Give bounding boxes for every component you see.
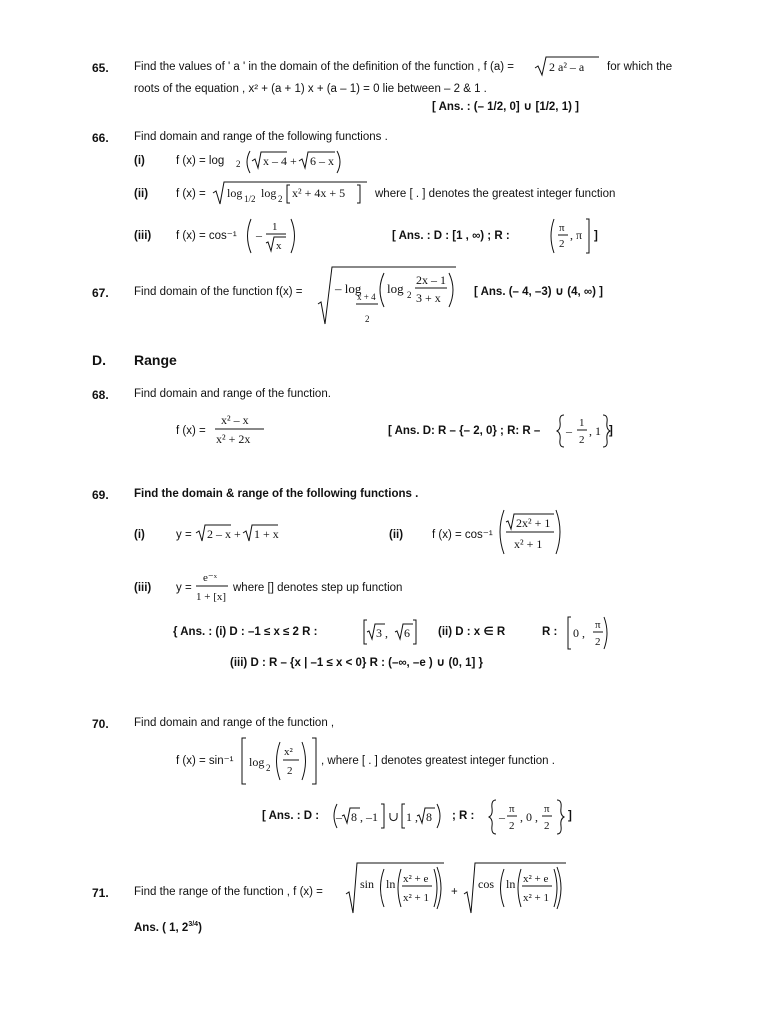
svg-text:π: π [544,803,550,815]
question-number-67: 67. [92,286,109,300]
q66-part-iii-label: (iii) [134,230,152,242]
section-title: Range [134,352,177,368]
svg-text:2: 2 [236,159,241,169]
q71-answer-text: Ans. ( 1, 2 [134,921,189,934]
svg-text:x² + 1: x² + 1 [514,537,543,551]
svg-text:x² + 1: x² + 1 [523,892,550,904]
svg-text:cos: cos [478,877,494,891]
svg-text:∪: ∪ [388,809,399,824]
svg-text:sin: sin [360,877,375,891]
q65-statement-end: for which the [607,61,673,73]
svg-text:x + 4: x + 4 [357,292,376,302]
svg-text:2: 2 [579,434,585,446]
question-number-66: 66. [92,131,109,145]
svg-text:+: + [290,154,297,168]
q69-part-iii-note: where [] denotes step up function [233,582,403,594]
q66-part-ii-label: (ii) [134,188,149,200]
q68-lhs: f (x) = [176,425,206,437]
question-number-69: 69. [92,488,109,502]
svg-text:, –1: , –1 [360,810,378,824]
svg-text:e⁻ˣ: e⁻ˣ [203,572,217,584]
q70-answer-range [488,797,568,837]
q65-statement-line2: roots of the equation , x² + (a + 1) x + (a – 1) = 0 lie between – 2 & 1 . [134,83,487,95]
q66-answer-close: ] [594,230,598,242]
q71-sqrt-sin-term [344,860,446,916]
q69-answer-line2: (iii) D : R – {x | –1 ≤ x < 0} R : (–∞, –e ) ∪ (0, 1] } [230,657,483,669]
svg-text:y =: y = [176,529,192,541]
svg-text:, 0 ,: , 0 , [520,810,538,824]
svg-text:2: 2 [266,763,271,773]
svg-text:2: 2 [509,820,515,832]
svg-text:+: + [234,527,241,541]
q67-answer: [ Ans. (– 4, –3) ∪ (4, ∞) ] [474,286,603,298]
q66-part-iii-lhs: f (x) = cos⁻¹ [176,230,237,242]
q67-statement: Find domain of the function f(x) = [134,286,303,298]
q66-part-iii-expression [244,216,300,256]
svg-text:, 1: , 1 [589,424,601,438]
q70-note: , where [ . ] denotes greatest integer function . [321,755,555,767]
q68-answer: [ Ans. D: R – {– 2, 0} ; R: R – [388,425,541,437]
q68-fraction [212,410,268,450]
svg-text:–: – [499,810,505,824]
svg-text:–: – [336,810,342,824]
svg-text:π: π [509,803,515,815]
q69-part-ii-lhs: f (x) = cos⁻¹ [432,529,493,541]
q66-statement: Find domain and range of the following functions . [134,131,388,143]
q71-plus: + [451,886,458,898]
q69-answer-ii-range [566,614,610,652]
svg-text:2x – 1: 2x – 1 [416,273,446,287]
svg-text:3 + x: 3 + x [416,291,441,305]
q66-answer-range-interval [548,216,594,256]
q66-part-i-lhs: f (x) = log [176,155,225,167]
q69-part-iii-lhs: y = [176,582,192,594]
svg-text:1: 1 [272,221,278,233]
svg-text:2 a² – a: 2 a² – a [549,60,585,74]
q67-expression [316,264,458,328]
svg-text:2: 2 [544,820,550,832]
q66-part-ii-note: where [ . ] denotes the greatest integer function [375,188,616,200]
q69-part-iii-label: (iii) [134,582,152,594]
svg-text:1: 1 [579,417,585,429]
q70-answer-domain [330,801,446,831]
svg-text:ln: ln [386,877,396,891]
q71-answer-exponent: 3/4 [188,921,199,928]
svg-text:–: – [256,228,262,242]
q65-answer: [ Ans. : (– 1/2, 0] ∪ [1/2, 1) ] [432,101,579,113]
q70-expression [240,736,320,786]
svg-text:log: log [249,755,265,769]
svg-text:x² + 2x: x² + 2x [216,432,251,446]
q70-lhs: f (x) = sin⁻¹ [176,755,234,767]
svg-text:–: – [566,424,572,438]
svg-text:π: π [595,619,601,631]
q66-part-i-expression [236,147,346,177]
svg-text:2: 2 [595,636,601,648]
svg-text:1 ,: 1 , [406,810,418,824]
q65-statement: Find the values of ' a ' in the domain of the definition of the function , f (a) = [134,61,514,73]
q68-answer-set [556,412,612,450]
svg-text:x – 4: x – 4 [263,154,287,168]
q68-statement: Find domain and range of the function. [134,388,331,400]
svg-text:2: 2 [278,194,283,204]
q66-part-ii-lhs: f (x) = [176,188,206,200]
svg-text:2: 2 [365,314,370,324]
q66-part-ii-expression [211,179,369,209]
svg-text:2: 2 [559,238,565,250]
svg-text:log: log [387,281,404,296]
q70-statement: Find domain and range of the function , [134,717,335,729]
q69-part-ii-expression [496,508,564,556]
svg-text:1 + x: 1 + x [254,527,279,541]
svg-text:8: 8 [426,810,432,824]
q69-answer-ii-range-label: R : [542,626,558,638]
svg-text:8: 8 [351,810,357,824]
svg-text:ln: ln [506,877,516,891]
svg-text:3 ,: 3 , [376,626,388,640]
q69-part-i-expression [176,520,280,548]
q69-answer-line1: { Ans. : (i) D : –1 ≤ x ≤ 2 R : [173,626,318,638]
question-number-68: 68. [92,388,109,402]
q65-sqrt-expression [533,54,601,78]
q66-part-i-label: (i) [134,155,145,167]
svg-text:x²: x² [284,746,293,758]
q71-statement: Find the range of the function , f (x) = [134,886,323,898]
q69-statement: Find the domain & range of the following functions . [134,488,419,500]
svg-text:2x² + 1: 2x² + 1 [516,516,551,530]
svg-text:6 – x: 6 – x [310,154,334,168]
svg-text:2: 2 [407,290,412,300]
q70-answer: [ Ans. : D : [262,810,320,822]
q69-answer-i-range [362,617,418,647]
svg-text:log: log [261,186,277,200]
q71-sqrt-cos-term [462,860,568,916]
svg-text:x² + 1: x² + 1 [403,892,430,904]
question-number-65: 65. [92,61,109,75]
q71-answer-close: ) [198,921,202,934]
svg-text:x: x [276,240,282,252]
svg-text:x² + 4x + 5: x² + 4x + 5 [292,186,346,200]
question-number-71: 71. [92,886,109,900]
svg-text:π: π [559,222,565,234]
question-number-70: 70. [92,717,109,731]
svg-text:2 – x: 2 – x [207,527,231,541]
svg-text:1 + [x]: 1 + [x] [196,591,227,603]
q69-part-ii-label: (ii) [389,529,404,541]
q70-answer-range-label: ; R : [452,810,475,822]
q69-part-i-label: (i) [134,529,145,541]
q70-answer-close: ] [568,810,572,822]
q68-answer-close: ] [609,425,613,437]
q66-answer: [ Ans. : D : [1 , ∞) ; R : [392,230,510,242]
svg-text:– log: – log [335,281,362,296]
svg-text:x² + e: x² + e [523,873,549,885]
svg-text:1/2: 1/2 [244,194,256,204]
svg-text:x² + e: x² + e [403,873,429,885]
svg-text:0 ,: 0 , [573,626,585,640]
svg-text:log: log [227,186,243,200]
section-letter: D. [92,352,106,368]
q69-part-iii-fraction [194,568,230,606]
svg-text:, π: , π [570,228,583,242]
svg-text:x² – x: x² – x [221,413,249,427]
svg-text:2: 2 [287,765,293,777]
q69-answer-ii-domain: (ii) D : x ∈ R [438,626,506,638]
svg-text:6: 6 [404,626,410,640]
q71-answer [134,921,202,936]
